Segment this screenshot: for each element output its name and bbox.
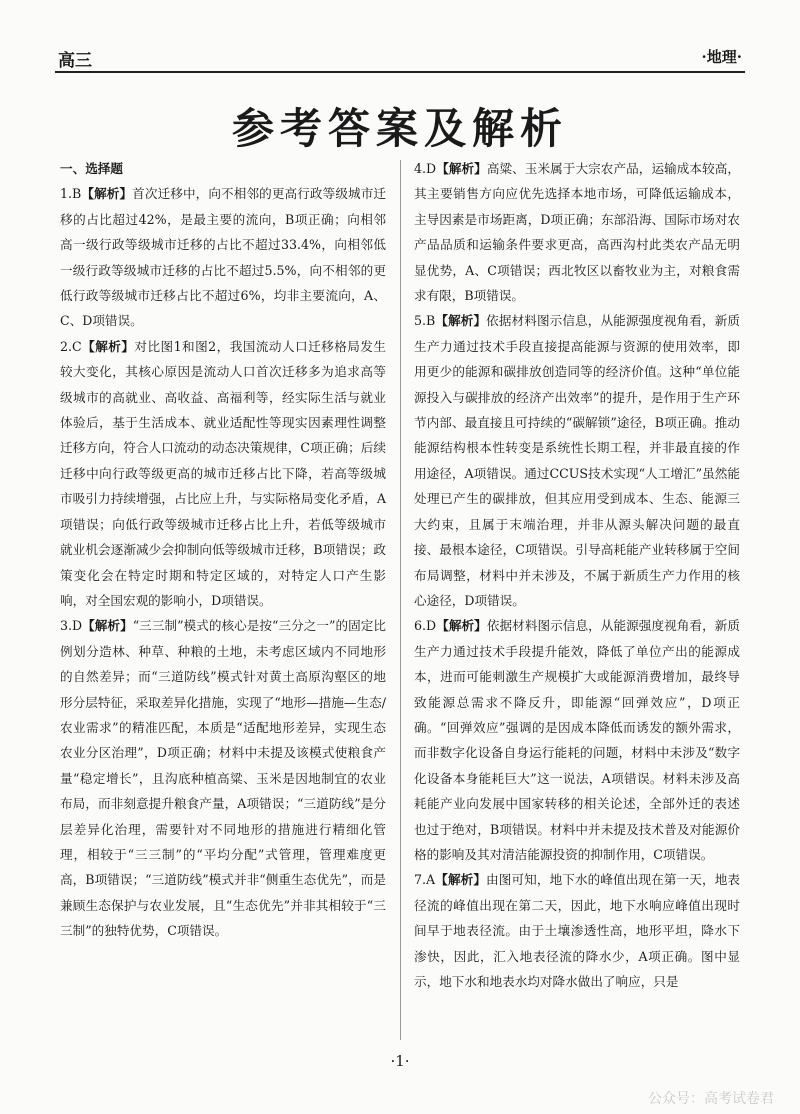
column-divider (400, 160, 401, 1040)
answer-number: 1.B (60, 186, 82, 202)
answer-number: 2.C (60, 338, 82, 354)
analysis-tag: 【解析】 (436, 161, 487, 176)
answer-number: 4.D (414, 161, 437, 176)
answer-item-1 (60, 181, 386, 333)
answer-number: 3.D (60, 618, 83, 634)
answer-item-2 (60, 334, 386, 613)
answer-item-4 (414, 156, 740, 308)
right-column (414, 156, 740, 994)
answer-number: 7.A (414, 872, 436, 888)
analysis-tag: 【解析】 (436, 618, 487, 634)
answer-number: 5.B (414, 313, 436, 329)
analysis-tag: 【解析】 (81, 338, 135, 354)
answer-text: “三三制”模式的核心是按“三分之一”的固定比例划分造林、种草、种粮的土地，未考虑区域内不同地形的自然差异；而“三道防线”模式针对黄土高原沟壑区的地形分层特征，采取差异化措施，实现了“地形—措施—生态/农业需求”的精准匹配，本质是“适配地形差异，实现生态农业分区治理”，D项正确；材料中未提及该模式使粮食产量“稳定增长”，且沟底种植高粱、玉米是因地制宜的农业布局，而非刻意提升粮食产量，A项错误；“三道防线”是分层差异化治理，需要针对不同地形的措施进行精细化管理，相较于“三三制”的“平均分配”式管理，管理难度更高，B项错误；“三道防线”模式并非“侧重生态优先”，而是兼顾生态保护与农业发展，且“生态优先”并非其相较于“三三制”的独特优势，C项错误。 (60, 618, 386, 939)
answer-item-3 (60, 613, 386, 943)
answer-item-5 (414, 308, 740, 613)
page-title: 参考答案及解析 (231, 104, 568, 153)
page-number: ·1· (390, 1052, 410, 1070)
header-grade: 高三 (58, 51, 92, 71)
analysis-tag: 【解析】 (82, 618, 133, 634)
answer-text: 由图可知，地下水的峰值出现在第一天，地表径流的峰值出现在第二天，因此，地下水响应峰值出现时间早于地表径流。由于土壤渗透性高，地形平坦，降水下渗快，因此，汇入地表径流的降水少，A项正确。图中显示，地下水和地表水均对降水做出了响应，只是 (414, 872, 740, 989)
header-rule (55, 71, 745, 73)
answer-number: 6.D (414, 618, 437, 634)
answer-item-7 (414, 867, 740, 994)
analysis-tag: 【解析】 (81, 186, 133, 202)
answer-text: 依据材料图示信息，从能源强度视角看，新质生产力通过技术手段直接提高能源与资源的使用效率，即用更少的能源和碳排放创造同等的经济价值。这种“单位能源投入与碳排放的经济产出效率”的提升，是作用于生产环节内部、最直接且可持续的“碳解锁”途径，B项正确。推动能源结构根本性转变是系统性长期工程，并非最直接的作用途径，A项错误。通过CCUS技术实现“人工增汇”虽然能处理已产生的碳排放，但其应用受到成本、生态、能源三大约束，且属于末端治理，并非从源头解决问题的最直接、最根本途径，C项错误。引导高耗能产业转移属于空间布局调整，材料中并未涉及，不属于新质生产力作用的核心途径，D项错误。 (414, 313, 741, 608)
answer-text: 首次迁移中，向不相邻的更高行政等级城市迁移的占比超过42%，是最主要的流向，B项正确；向相邻高一级行政等级城市迁移的占比不超过33.4%，向相邻低一级行政等级城市迁移的占比不超过5.5%，向不相邻的更低行政等级城市迁移占比不超过6%，均非主要流向，A、C、D项错误。 (60, 186, 387, 329)
analysis-tag: 【解析】 (435, 872, 487, 888)
answer-text: 依据材料图示信息，从能源强度视角看，新质生产力通过技术手段提升能效，降低了单位产出的能源成本，进而可能刺激生产规模扩大或能源消费增加，最终导致能源总需求不降反升，即能源“回弹效应”，D项正确。“回弹效应”强调的是因成本降低而诱发的额外需求，而非数字化设备自身运行能耗的问题，材料中未涉及“数字化设备本身能耗巨大”这一说法，A项错误。材料未涉及高耗能产业向发展中国家转移的相关论述，全部外迁的表述也过于绝对，B项错误。材料中并未提及技术普及对能源价格的影响及其对清洁能源投资的抑制作用，C项错误。 (414, 618, 741, 862)
answer-text: 对比图1和图2，我国流动人口迁移格局发生较大变化，其核心原因是流动人口首次迁移多为追求高等级城市的高就业、高收益、高福利等，经实际生活与就业体验后，基于生活成本、就业适配性等现实因素理性调整迁移方向，符合人口流动的动态决策规律，C项正确；后续迁移中向行政等级更高的城市迁移占比下降，若高等级城市吸引力持续增强，占比应上升，与实际格局变化矛盾，A项错误；向低行政等级城市迁移占比上升，若低等级城市就业机会逐渐减少会抑制向低等级城市迁移，B项错误；政策变化会在特定时期和特定区域的，对特定人口产生影响，对全国宏观的影响小，D项错误。 (60, 338, 386, 608)
answer-text: 高粱、玉米属于大宗农产品，运输成本较高，其主要销售方向应优先选择本地市场，可降低运输成本，主导因素是市场距离，D项正确；东部沿海、国际市场对农产品品质和运输条件要求更高，高西沟村此类农产品无明显优势，A、C项错误；西北牧区以畜牧业为主，对粮食需求有限，B项错误。 (414, 161, 741, 304)
header-subject: ·地理· (701, 48, 742, 66)
analysis-tag: 【解析】 (435, 313, 487, 329)
answer-item-6 (414, 613, 740, 867)
section-heading: 一、选择题 (60, 161, 123, 176)
left-column (60, 156, 386, 944)
watermark: 公众号：高考试卷君 (648, 1091, 774, 1107)
